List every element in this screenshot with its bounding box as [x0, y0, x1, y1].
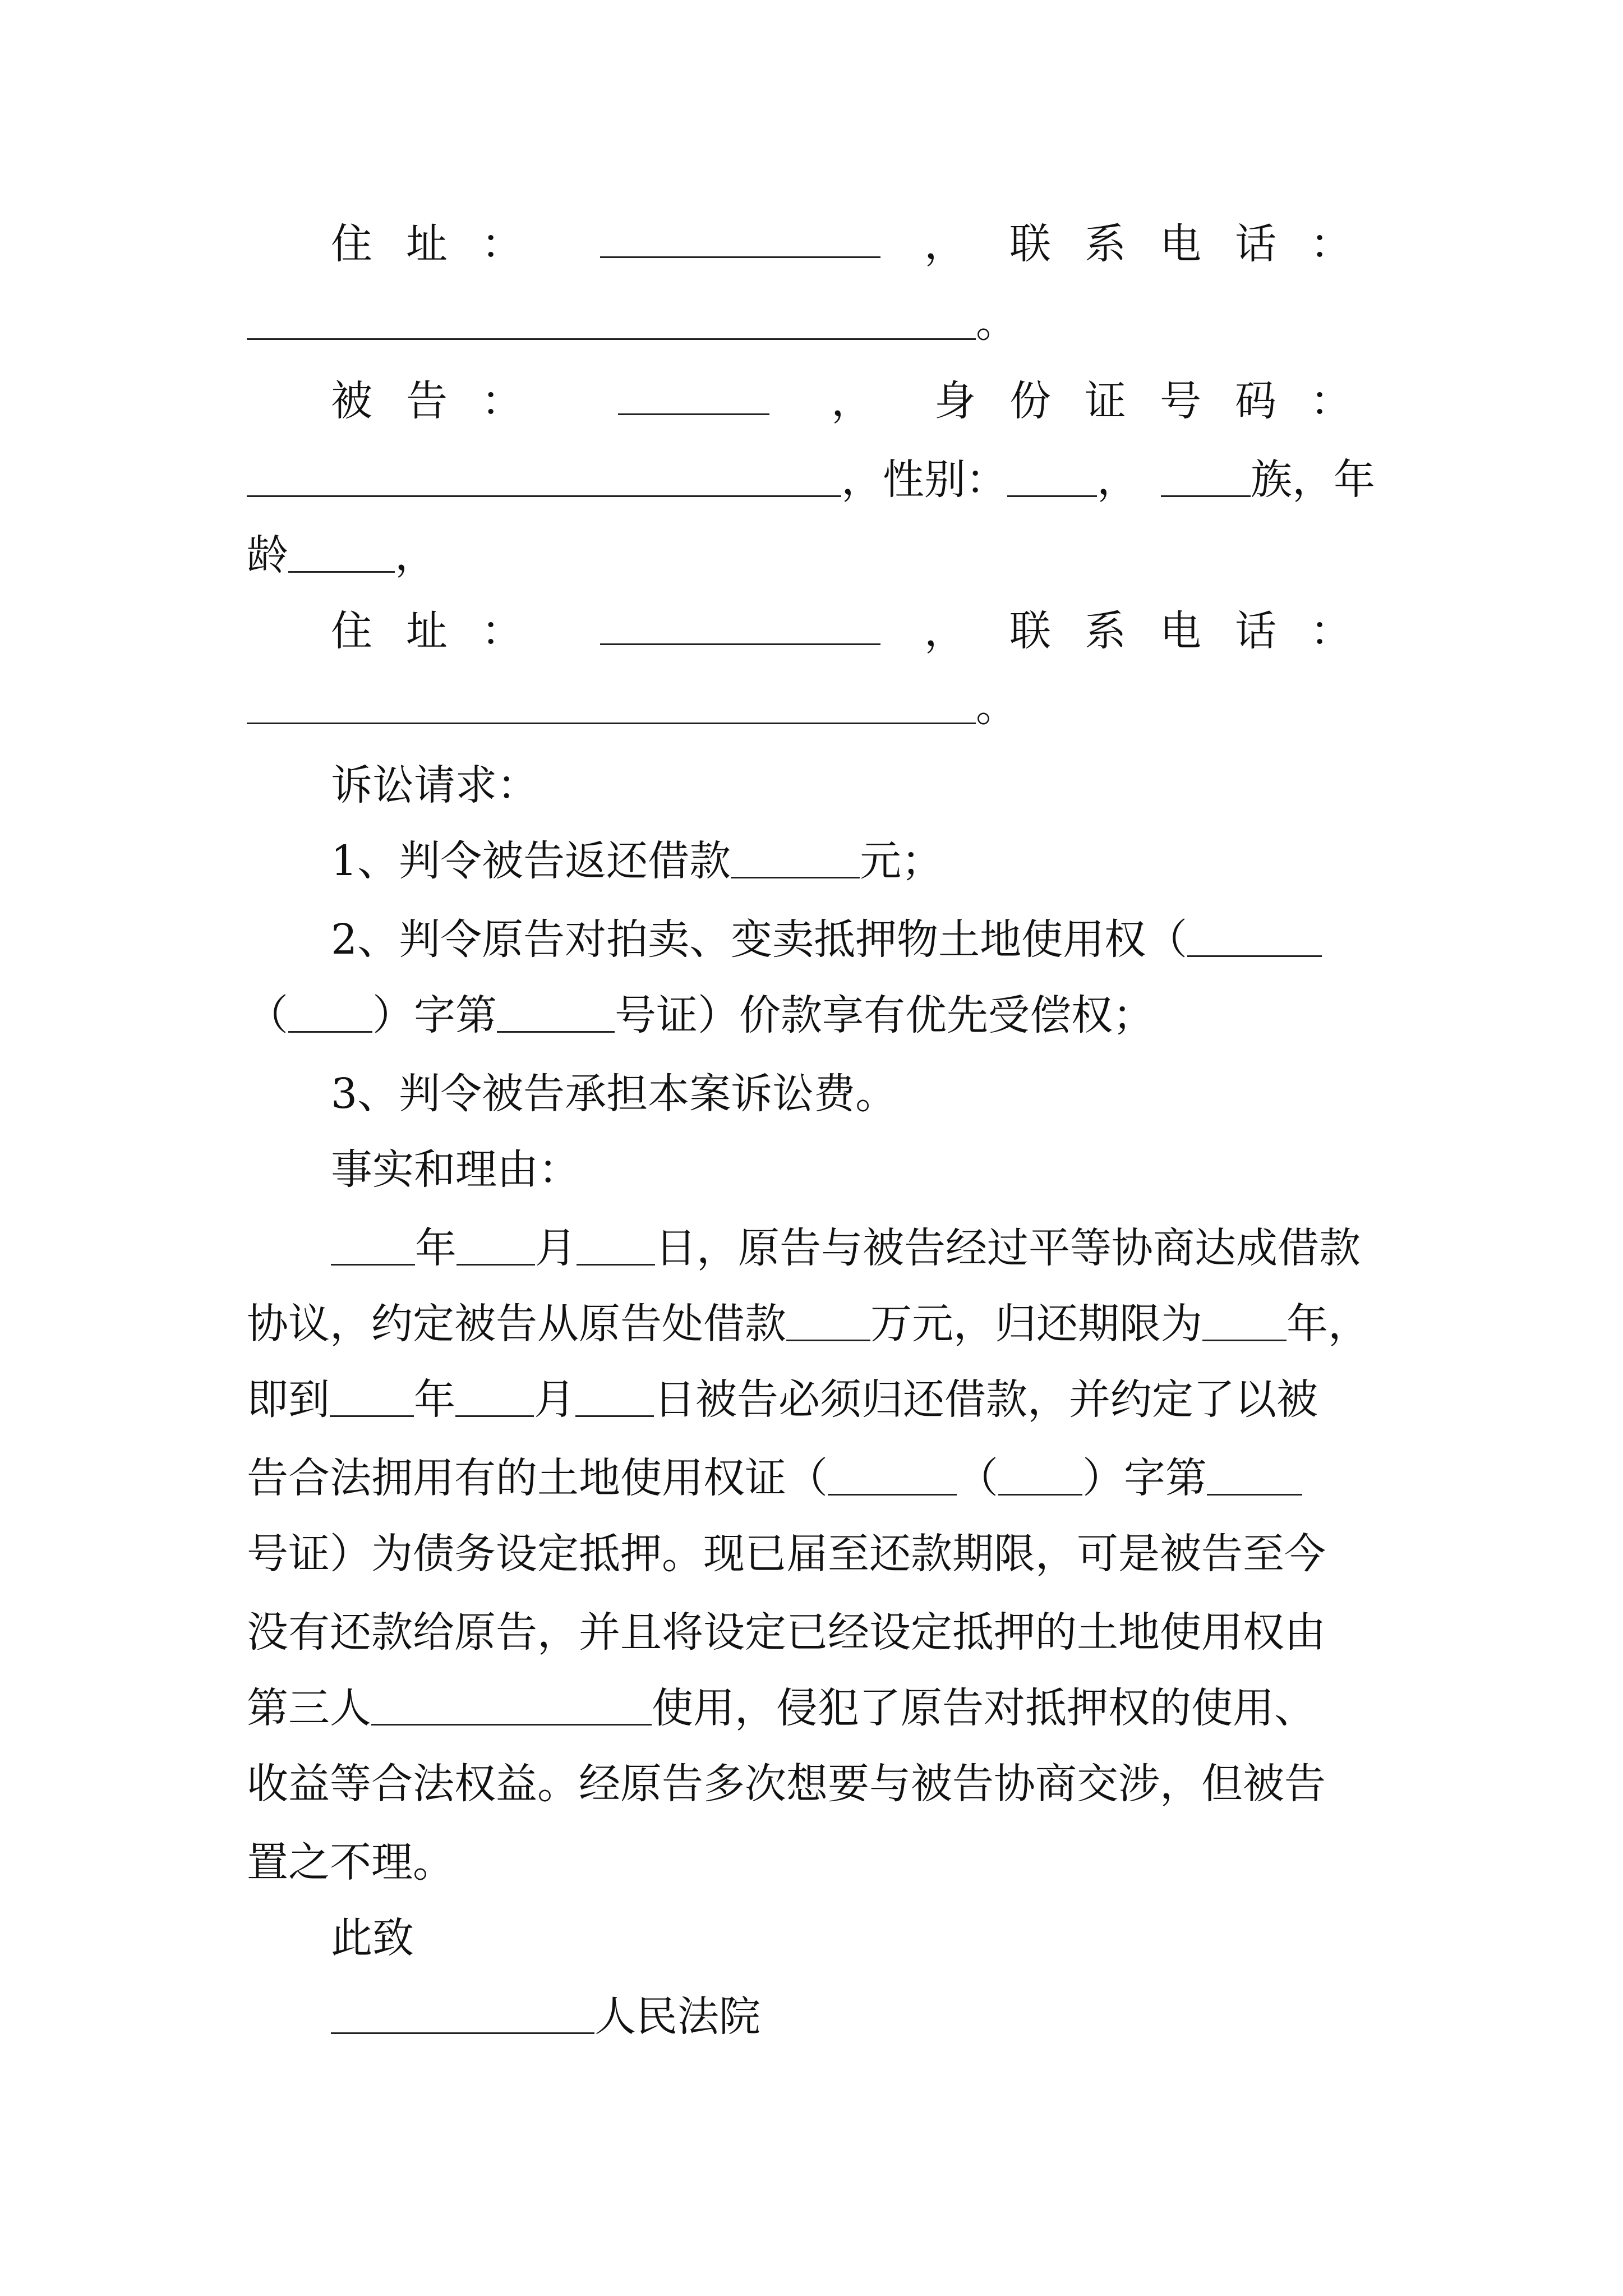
- facts-line-3: [247, 1372, 1385, 1428]
- age-end: ，: [395, 531, 436, 579]
- facts-line-7a: 第三人: [247, 1684, 371, 1732]
- address-label: 住址：: [331, 607, 556, 655]
- gender-text: ，性别：: [841, 455, 1007, 504]
- plaintiff-address-line: [247, 216, 1385, 272]
- month-blank: [457, 1227, 535, 1266]
- claim-2-text: 2、判令原告对拍卖、变卖抵押物土地使用权（: [331, 915, 1188, 964]
- year-blank: [288, 994, 372, 1033]
- third-party-blank: [371, 1687, 652, 1726]
- paren-open: （: [957, 1454, 998, 1502]
- facts-line-3a: 即到: [247, 1375, 330, 1424]
- certificate-blank: [828, 1457, 957, 1496]
- facts-line-1: [247, 1220, 1385, 1276]
- defendant-address-line: [247, 603, 1385, 659]
- year-blank: [331, 1227, 415, 1266]
- facts-line-2: [247, 1296, 1385, 1352]
- id-blank: [247, 458, 841, 497]
- number-blank: [497, 994, 615, 1033]
- facts-line-2a: 协议，约定被告从原告处借款: [247, 1300, 786, 1348]
- court-line: [247, 1989, 1385, 2045]
- period: 。: [976, 298, 1017, 347]
- id-label: 身份证号码：: [934, 377, 1385, 425]
- amount-blank: [731, 840, 860, 878]
- month-blank: [455, 1378, 534, 1417]
- phone-label: 联系电话：: [1009, 220, 1385, 268]
- char-no-text: ）字第: [372, 991, 497, 1039]
- facts-line-2c: 年，: [1287, 1300, 1370, 1348]
- facts-line-4: [247, 1450, 1385, 1506]
- court-name: 人民法院: [594, 1993, 760, 2041]
- defendant-label: 被告：: [331, 377, 556, 425]
- gender-blank: [1007, 458, 1097, 497]
- defendant-name-blank: [618, 376, 769, 415]
- facts-line-6: 没有还款给原告，并且将设定已经设定抵押的土地使用权由: [247, 1608, 1326, 1657]
- term-blank: [1202, 1303, 1287, 1341]
- claim-2-end: 号证）价款享有优先受偿权；: [615, 991, 1154, 1039]
- address-blank: [600, 219, 880, 258]
- facts-line-5: 号证）为债务设定抵押。现已届至还款期限，可是被告至今: [247, 1530, 1326, 1578]
- address-blank: [600, 606, 880, 645]
- age-text: 龄: [247, 531, 288, 579]
- facts-line-3b: 年: [414, 1375, 455, 1424]
- month-text: 月: [535, 1224, 577, 1272]
- day-blank: [575, 1378, 654, 1417]
- comma: ，: [924, 607, 966, 655]
- claim-1-unit: 元；: [860, 837, 943, 885]
- facts-line-4c: ）字第: [1082, 1454, 1207, 1502]
- ethnic-year-text: 族，年: [1251, 455, 1375, 504]
- phone-blank: [247, 685, 976, 724]
- facts-heading: 事实和理由：: [331, 1145, 580, 1194]
- claims-heading: 诉讼请求：: [331, 761, 538, 809]
- comma: ，: [1097, 455, 1138, 504]
- facts-line-7: [247, 1680, 1385, 1736]
- day-blank: [577, 1227, 655, 1266]
- certificate-blank: [1187, 918, 1322, 957]
- facts-line-2b: 万元，归还期限为: [870, 1300, 1202, 1348]
- facts-line-8: 收益等合法权益。经原告多次想要与被告协商交涉，但被告: [247, 1760, 1326, 1808]
- comma: ，: [831, 377, 873, 425]
- defendant-id-line: [247, 452, 1385, 508]
- phone-label: 联系电话：: [1009, 607, 1385, 655]
- court-blank: [331, 1995, 594, 2034]
- defendant-age-line: [247, 527, 1385, 583]
- facts-line-4a: 告合法拥用有的土地使用权证（: [247, 1454, 828, 1502]
- address-label: 住址：: [331, 220, 556, 268]
- facts-line-3d: 日被告必须归还借款，并约定了以被: [654, 1375, 1318, 1424]
- facts-line-1-text: 日，原告与被告经过平等协商达成借款: [655, 1224, 1361, 1272]
- claim-1-text: 1、判令被告返还借款: [331, 837, 731, 885]
- claim-item-2: [247, 912, 1385, 968]
- comma: ，: [924, 220, 966, 268]
- age-blank: [288, 534, 395, 573]
- paren-open: （: [247, 991, 288, 1039]
- claim-item-1: [247, 833, 1385, 889]
- number-blank: [1207, 1457, 1302, 1496]
- claim-item-3: 3、判令被告承担本案诉讼费。: [331, 1070, 897, 1118]
- defendant-line: [247, 373, 1385, 429]
- loan-amount-blank: [786, 1303, 870, 1341]
- facts-line-3c: 月: [534, 1375, 575, 1424]
- facts-line-7b: 使用，侵犯了原告对抵押权的使用、: [652, 1684, 1316, 1732]
- year-blank: [330, 1378, 414, 1417]
- facts-line-9: 置之不理。: [247, 1838, 454, 1887]
- period: 。: [976, 683, 1017, 731]
- salutation: 此致: [331, 1914, 414, 1962]
- phone-blank: [247, 301, 976, 340]
- ethnicity-blank: [1161, 458, 1251, 497]
- plaintiff-phone-line: [247, 295, 1385, 351]
- year-text: 年: [415, 1224, 457, 1272]
- claim-item-2-cont: [247, 987, 1385, 1043]
- year-blank: [998, 1457, 1082, 1496]
- defendant-phone-line: [247, 679, 1385, 735]
